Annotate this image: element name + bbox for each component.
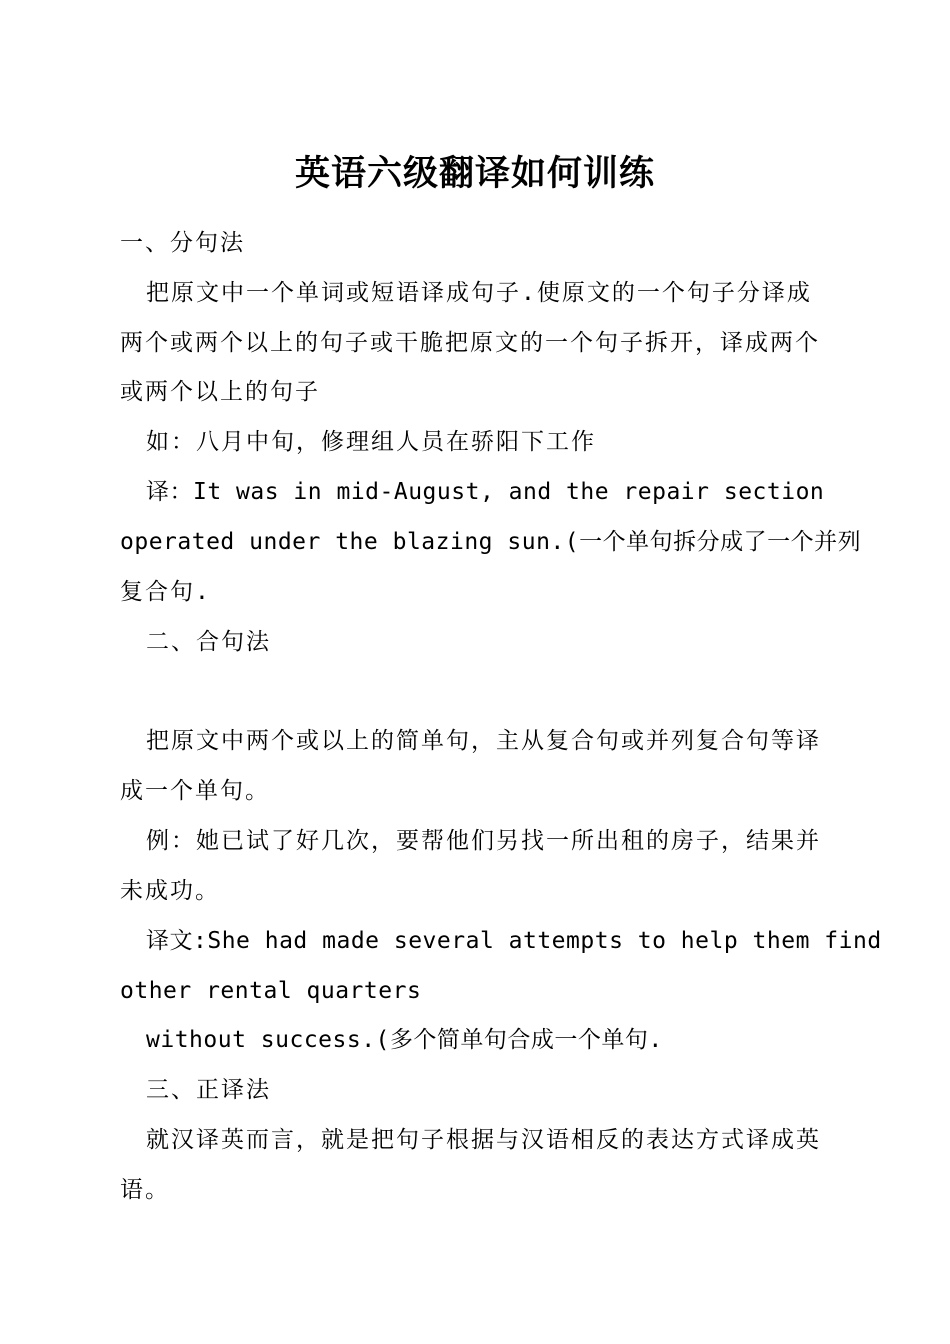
- example-line: 未成功。: [120, 878, 220, 904]
- paragraph-line: 两个或两个以上的句子或干脆把原文的一个句子拆开，译成两个: [120, 330, 820, 356]
- document-title: 英语六级翻译如何训练: [294, 153, 655, 194]
- translation-line: operated under the blazing sun.(一个单句拆分成了一个并列: [120, 529, 862, 555]
- section-heading-3: 三、正译法: [146, 1077, 271, 1103]
- paragraph-line: 把原文中两个或以上的简单句，主从复合句或并列复合句等译: [146, 728, 821, 754]
- paragraph-line: 成一个单句。: [120, 778, 270, 804]
- translation-line: without success.(多个简单句合成一个单句.: [146, 1027, 663, 1053]
- section-heading-1: 一、分句法: [120, 230, 245, 256]
- translation-line: 译文:She had made several attempts to help them find: [146, 928, 882, 954]
- example-line: 如：八月中旬，修理组人员在骄阳下工作: [146, 429, 596, 455]
- paragraph-line: 把原文中一个单词或短语译成句子.使原文的一个句子分译成: [146, 280, 812, 306]
- translation-line: 译：It was in mid-August, and the repair section: [146, 479, 825, 505]
- paragraph-line: 就汉译英而言，就是把句子根据与汉语相反的表达方式译成英: [146, 1127, 821, 1153]
- section-heading-2: 二、合句法: [146, 629, 271, 655]
- translation-line: 复合句.: [120, 579, 211, 605]
- paragraph-line: 或两个以上的句子: [120, 379, 320, 405]
- translation-line: other rental quarters: [120, 978, 422, 1004]
- paragraph-line: 语。: [120, 1177, 170, 1203]
- example-line: 例：她已试了好几次，要帮他们另找一所出租的房子，结果并: [146, 828, 821, 854]
